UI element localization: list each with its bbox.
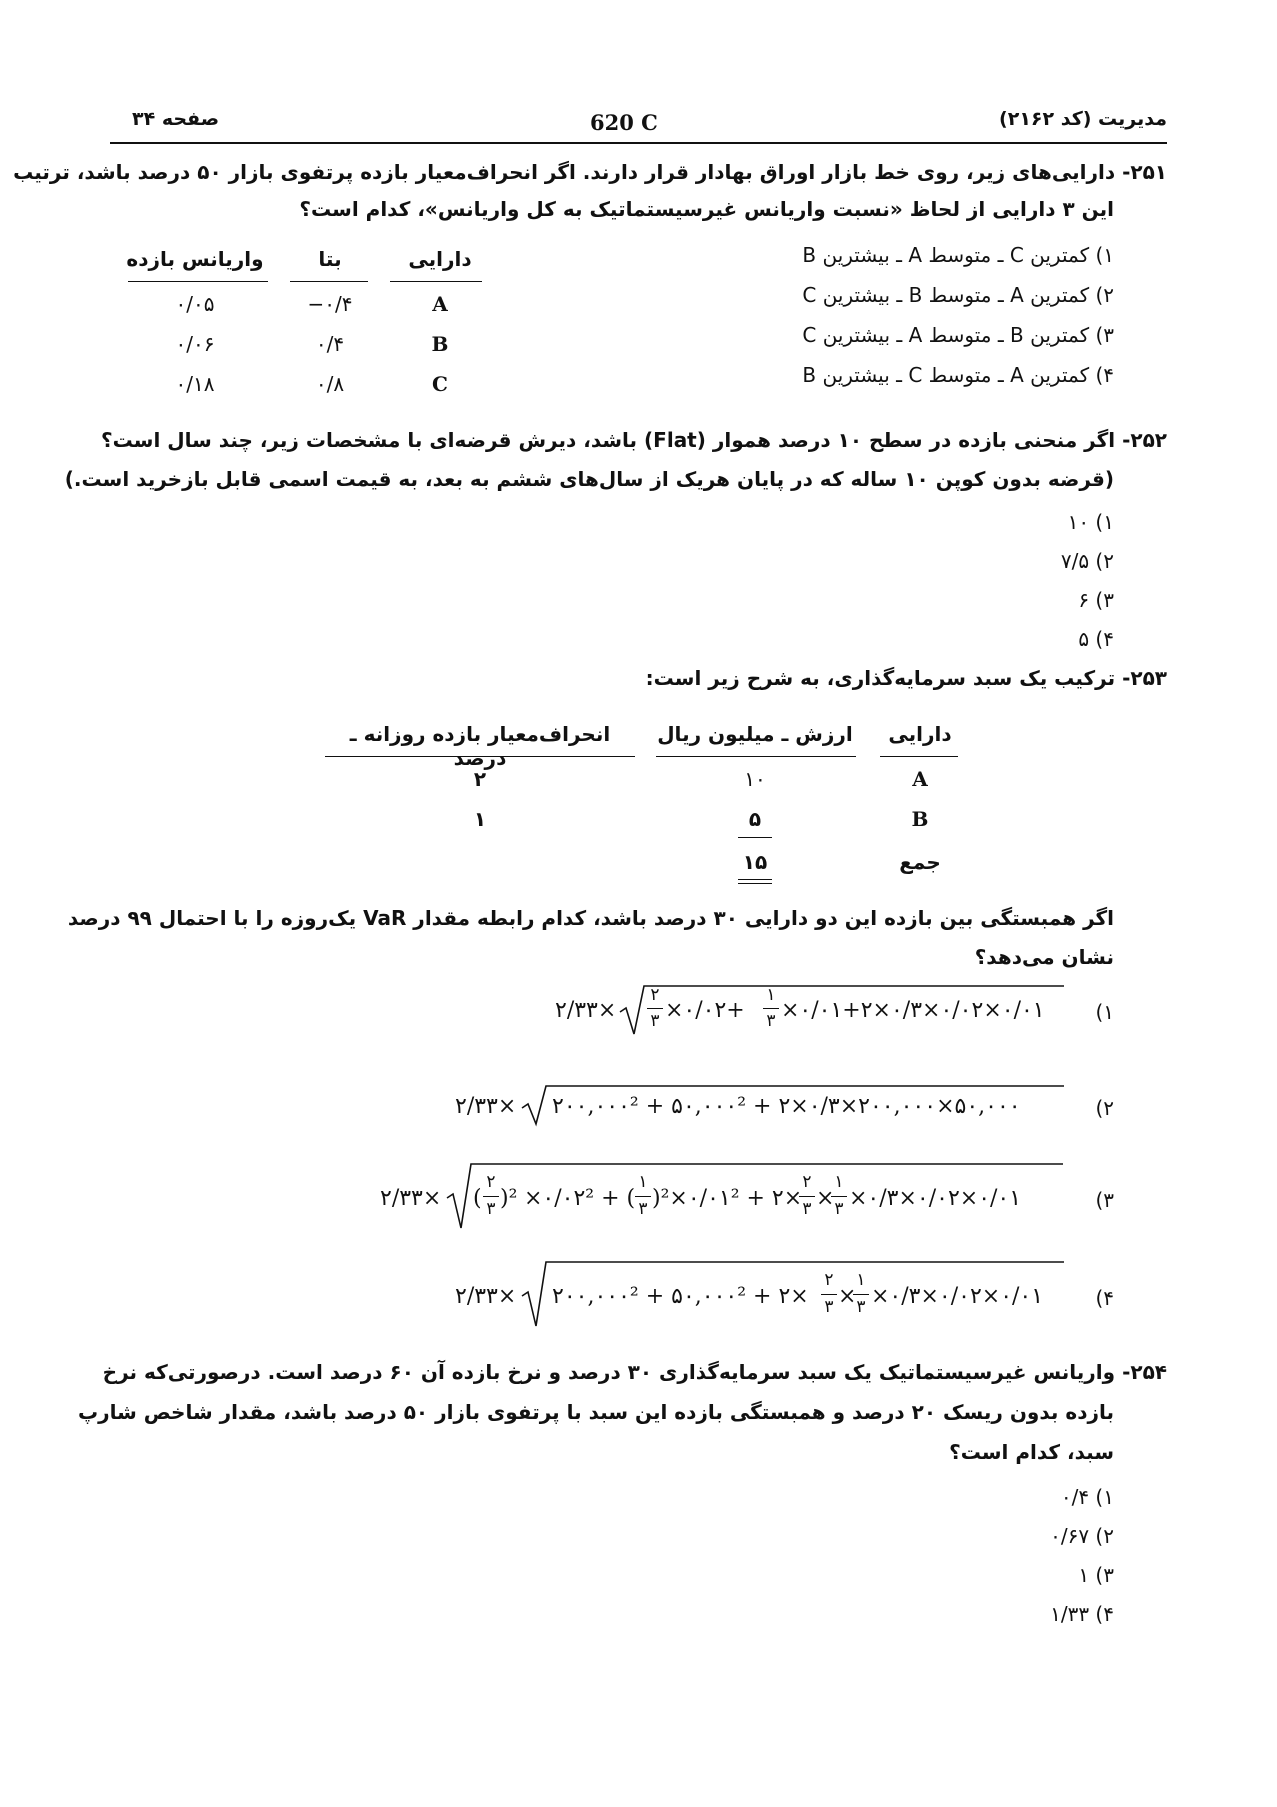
table-251-cell: ۰/۰۶ [175,332,215,356]
formula-term: ×۰/۰۲+ [665,998,745,1023]
fraction-bar [483,1196,499,1197]
question-253-line1 [646,666,1167,690]
option-251-4[interactable]: ۴) کمترین A ـ متوسط C ـ بیشترین B [802,363,1114,387]
table-253-cell: B [911,807,929,831]
option-253-2-number: ۲) [1095,1096,1114,1120]
table-251-header-variance: واریانس بازده [126,247,264,271]
question-253-line3: نشان می‌دهد؟ [974,945,1114,969]
option-253-4-number: ۴) [1095,1286,1114,1310]
option-253-3-number: ۳) [1095,1188,1114,1212]
question-251-number: ۲۵۱- [1122,160,1167,184]
question-253-line2: اگر همبستگی بین بازده این دو دارایی ۳۰ درصد باشد، کدام رابطه مقدار VaR یک‌روزه را با احتمال ۹۹ درصد [67,906,1114,930]
formula-coefficient: ۲/۳۳× [455,1094,517,1119]
table-251-header-asset: دارایی [408,247,472,271]
question-251-line1 [13,160,1167,184]
fraction-numerator: ۱ [766,985,776,1005]
table-251-underline-beta [290,281,368,282]
fraction-numerator: ۲ [486,1172,496,1192]
formula-times: × [838,1284,857,1309]
fraction-denominator: ۳ [856,1297,866,1317]
table-251-underline-asset [390,281,482,282]
formula-term: ×۰/۰۲² + ( [524,1186,636,1211]
formula-coefficient: ۲/۳۳× [380,1186,442,1211]
option-254-3[interactable]: ۳) ۱ [1078,1563,1114,1587]
question-251-text1: دارایی‌های زیر، روی خط بازار اوراق بهادار قرار دارند. اگر انحراف‌معیار بازده پرتفوی بازار ۵۰ درصد باشد، ترتیب [13,160,1116,184]
table-253-header-value: ارزش ـ میلیون ریال [657,722,853,746]
table-251-underline-variance [128,281,268,282]
fraction-denominator: ۳ [650,1011,660,1031]
table-253-cell: ۱۰ [744,767,766,791]
table-253-cell: A [912,767,928,791]
fraction-numerator: ۱ [834,1172,844,1192]
table-253-header-stdev: انحراف‌معیار بازده روزانه ـ درصد [349,722,611,770]
question-253-text1: ترکیب یک سبد سرمایه‌گذاری، به شرح زیر است: [645,666,1116,690]
fraction-numerator: ۲ [824,1270,834,1290]
option-251-1[interactable]: ۱) کمترین C ـ متوسط A ـ بیشترین B [802,243,1114,267]
header-code: 620 C [590,110,658,135]
fraction-numerator: ۱ [638,1172,648,1192]
table-251-cell: ۰/۱۸ [175,372,215,396]
formula-term: ×۰/۳×۰/۰۲×۰/۰۱ [849,1186,1022,1211]
table-253-cell: ۱ [473,807,487,831]
fraction-denominator: ۳ [486,1199,496,1219]
formula-coefficient: ۲/۳۳× [555,998,617,1023]
fraction-denominator: ۳ [834,1199,844,1219]
option-252-1[interactable]: ۱) ۱۰ [1067,510,1114,534]
table-253-cell: ۱۵ [742,850,768,874]
formula-term: )²×۰/۰۱² + ۲× [652,1186,803,1211]
table-251-cell: ۰/۰۵ [175,292,215,316]
fraction-denominator: ۳ [766,1011,776,1031]
table-251-cell: ۰/۸ [315,372,345,396]
option-253-1-number: ۱) [1095,1000,1114,1024]
header-page-number: صفحه ۳۴ [132,108,220,130]
fraction-numerator: ۲ [650,985,660,1005]
table-253-sum-line [738,837,772,838]
formula-term: ۲۰۰,۰۰۰² + ۵۰,۰۰۰² + ۲×۰/۳×۲۰۰,۰۰۰×۵۰,۰۰۰ [552,1094,1021,1119]
question-254-line1 [103,1360,1167,1384]
question-252-line2: (قرضه بدون کوپن ۱۰ ساله که در پایان هریک از سال‌های ششم به بعد، به قیمت اسمی قابل بازخرید است.) [64,467,1114,491]
table-251-cell: B [431,332,449,356]
question-254-line3: سبد، کدام است؟ [949,1440,1114,1464]
question-254-number: ۲۵۴- [1122,1360,1167,1384]
fraction-denominator: ۳ [802,1199,812,1219]
table-253-cell: ۲ [473,767,487,791]
question-253-number: ۲۵۳- [1122,666,1167,690]
fraction-bar [799,1196,815,1197]
formula-times: × [816,1186,835,1211]
option-252-4[interactable]: ۴) ۵ [1078,627,1114,651]
fraction-bar [647,1008,663,1009]
option-254-2[interactable]: ۲) ۰/۶۷ [1050,1524,1114,1548]
table-251-cell: −۰/۴ [307,292,353,316]
fraction-numerator: ۲ [802,1172,812,1192]
fraction-bar [821,1294,837,1295]
formula-term: ۲۰۰,۰۰۰² + ۵۰,۰۰۰² + ۲× [552,1284,809,1309]
formula-paren: ( [473,1186,482,1211]
table-253-total-line-2 [738,883,772,884]
fraction-denominator: ۳ [824,1297,834,1317]
table-251-cell: A [432,292,448,316]
question-252-text1: اگر منحنی بازده در سطح ۱۰ درصد هموار (Flat) باشد، دیرش قرضه‌ای با مشخصات زیر، چند سال است؟ [101,428,1116,452]
option-254-1[interactable]: ۱) ۰/۴ [1060,1485,1114,1509]
table-251-header-beta: بتا [318,247,342,271]
fraction-bar [831,1196,847,1197]
table-253-cell: جمع [899,850,941,874]
table-251-cell: C [432,372,448,396]
fraction-bar [853,1294,869,1295]
formula-term: ×۰/۰۱+۲×۰/۳×۰/۰۲×۰/۰۱ [781,998,1045,1023]
option-252-3[interactable]: ۳) ۶ [1078,588,1114,612]
option-254-4[interactable]: ۴) ۱/۳۳ [1050,1602,1114,1626]
option-252-2[interactable]: ۲) ۷/۵ [1060,549,1114,573]
table-251-cell: ۰/۴ [315,332,345,356]
table-253-underline-asset [880,756,958,757]
fraction-numerator: ۱ [856,1270,866,1290]
formula-paren: )² [500,1186,518,1211]
table-253-header-asset: دارایی [888,722,952,746]
option-251-3[interactable]: ۳) کمترین B ـ متوسط A ـ بیشترین C [802,323,1114,347]
table-253-cell: ۵ [748,807,762,831]
table-253-underline-value [656,756,856,757]
header-rule [110,142,1167,144]
table-253-underline-stdev [325,756,635,757]
header-subject: مدیریت (کد ۲۱۶۲) [999,108,1167,130]
fraction-denominator: ۳ [638,1199,648,1219]
formula-coefficient: ۲/۳۳× [455,1284,517,1309]
fraction-bar [763,1008,779,1009]
option-251-2[interactable]: ۲) کمترین A ـ متوسط B ـ بیشترین C [802,283,1114,307]
question-252-line1 [101,428,1167,452]
question-251-line2: این ۳ دارایی از لحاظ «نسبت واریانس غیرسیستماتیک به کل واریانس»، کدام است؟ [299,197,1114,221]
table-253-total-line-1 [738,879,772,880]
question-254-line2: بازده بدون ریسک ۲۰ درصد و همبستگی بازده این سبد با پرتفوی بازار ۵۰ درصد باشد، مقدار شاخص شارپ [78,1400,1114,1424]
question-252-number: ۲۵۲- [1122,428,1167,452]
question-254-text1: واریانس غیرسیستماتیک یک سبد سرمایه‌گذاری ۳۰ درصد و نرخ بازده آن ۶۰ درصد است. درصورتی‌که نرخ [102,1360,1116,1384]
fraction-bar [635,1196,651,1197]
formula-term: ×۰/۳×۰/۰۲×۰/۰۱ [871,1284,1044,1309]
